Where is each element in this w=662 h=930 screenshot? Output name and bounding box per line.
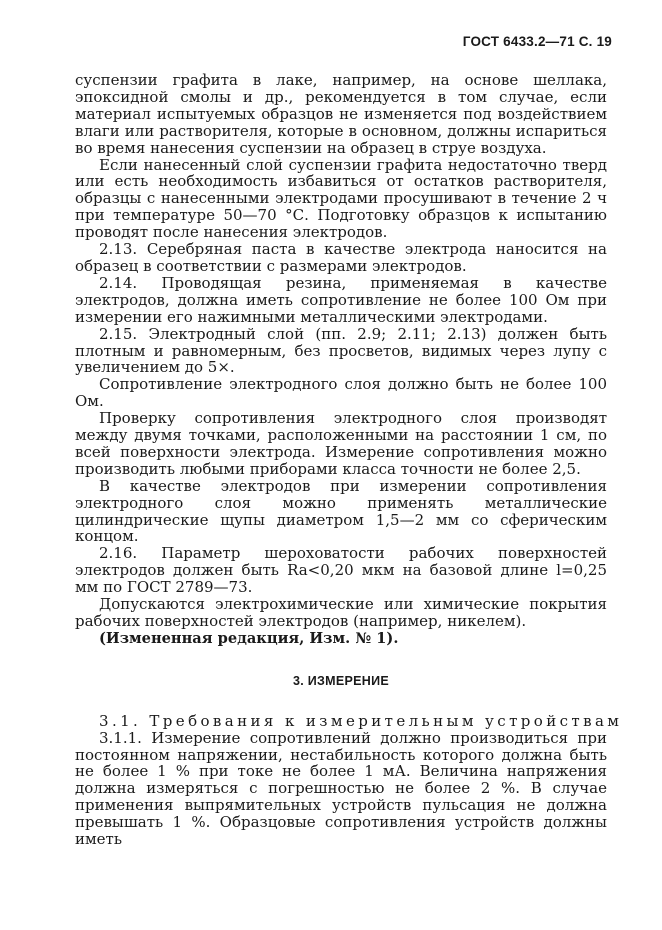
edition-note: (Измененная редакция, Изм. № 1). — [99, 629, 399, 647]
paragraph-probe-electrodes: В качестве электродов при измерении сопротивления электродного слоя можно применять металлические цилиндрические щупы диаметром 1,5—2 мм со сферическим концом. — [75, 476, 607, 546]
clause-3-1-1: 3.1.1. Измерение сопротивлений должно производиться при постоянном напряжении, нестабильность которого должна быть не более 1 % при токе не более 1 мА. Величина напряжения должна измеряться с погрешностью не более 2 %. В случае применения выпрямительных устройств пульсация не должна превышать 1 %. Образцовые сопротивления устройств должны иметь — [75, 728, 607, 849]
clause-2-14: 2.14. Проводящая резина, применяемая в качестве электродов, должна иметь сопротивление не более 100 Ом при измерении его нажимными металлическими электродами. — [75, 273, 607, 326]
clause-2-16: 2.16. Параметр шероховатости рабочих поверхностей электродов должен быть Ra<0,20 мкм на базовой длине l=0,25 мм по ГОСТ 2789—73. — [75, 544, 607, 597]
paragraph-drying: Если нанесенный слой суспензии графита недостаточно тверд или есть необходимость избавиться от остатков растворителя, образцы с нанесенными электродами просушивают в течение 2 ч при температуре 50—70 °С. Подготовку образцов к испытанию проводят после нанесения электродов. — [75, 155, 607, 242]
paragraph-resistance-limit: Сопротивление электродного слоя должно быть не более 100 Ом. — [75, 375, 607, 411]
subsection-heading: 3.1. Требования к измерительным устройствам — [99, 711, 623, 730]
paragraph-coatings: Допускаются электрохимические или химические покрытия рабочих поверхностей электродов (например, никелем). — [75, 595, 607, 630]
clause-2-13: 2.13. Серебряная паста в качестве электрода наносится на образец в соответствии с размерами электродов. — [75, 240, 607, 275]
paragraph-suspension-graphite: суспензии графита в лаке, например, на основе шеллака, эпоксидной смолы и др., рекомендуется в том случае, если материал испытуемых образцов не изменяется под воздействием влаги или растворителя, которые в основном, должны испариться во время нанесения суспензии на образец в струе воздуха. — [75, 71, 607, 157]
section-title: 3. ИЗМЕРЕНИЕ — [292, 673, 390, 688]
running-head: ГОСТ 6433.2—71 С. 19 — [462, 34, 612, 49]
page-body — [75, 71, 623, 849]
paragraph-resistance-check: Проверку сопротивления электродного слоя производят между двумя точками, расположенными на расстоянии 1 см, по всей поверхности электрода. Измерение сопротивления можно производить любыми приборами класса точности не более 2,5. — [75, 409, 607, 478]
clause-2-15: 2.15. Электродный слой (пп. 2.9; 2.11; 2.13) должен быть плотным и равномерным, без просветов, видимых через лупу с увеличением до 5×. — [75, 324, 607, 377]
